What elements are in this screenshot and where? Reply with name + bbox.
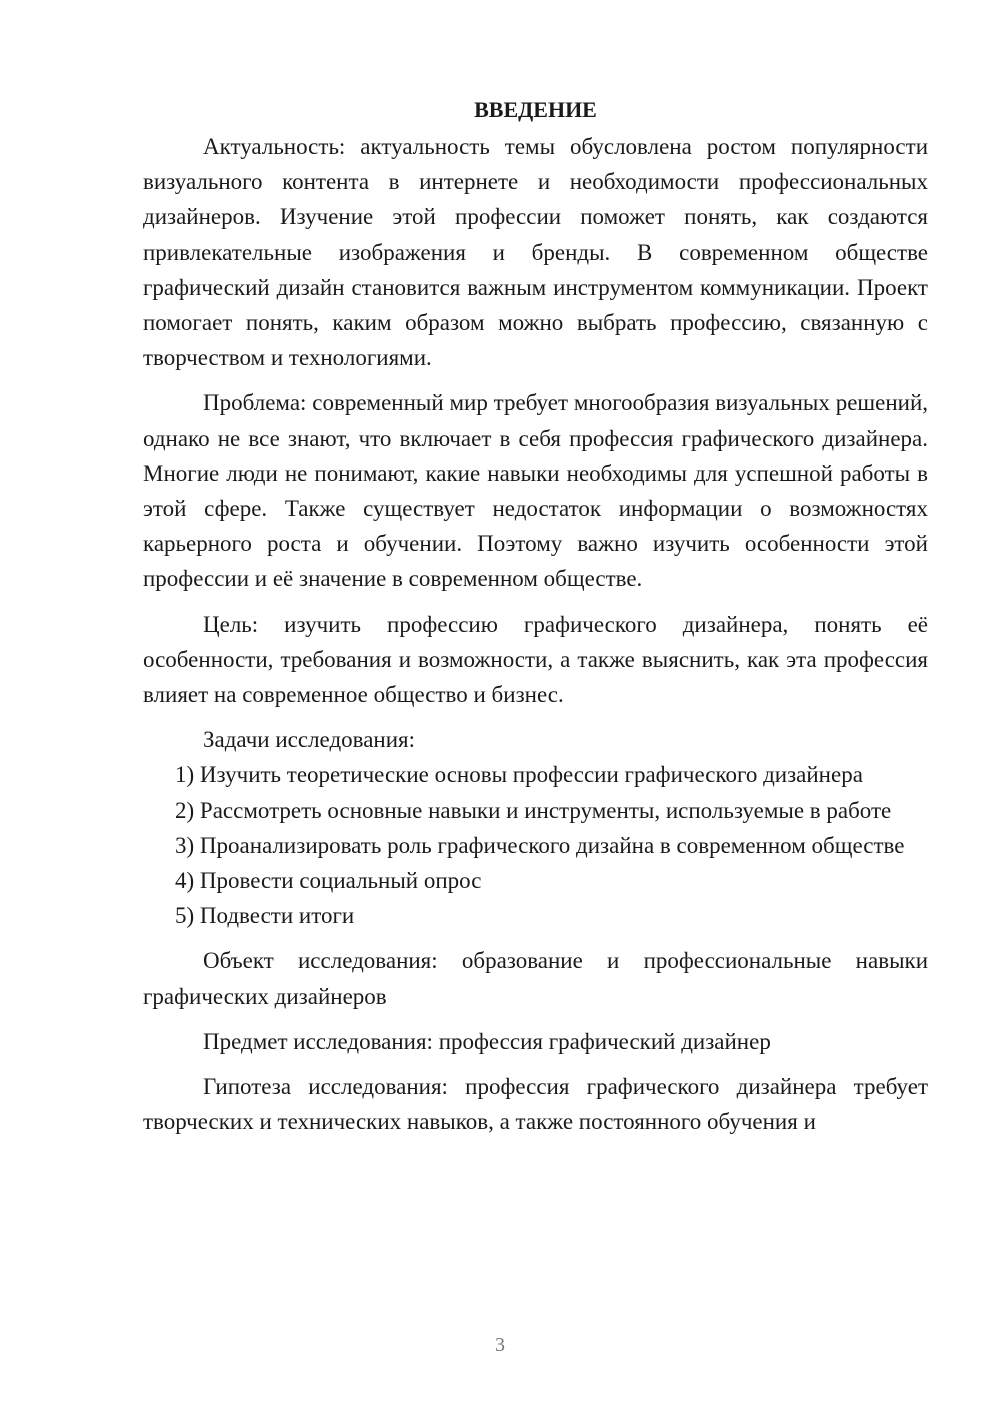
problem-paragraph: Проблема: современный мир требует многообразия визуальных решений, однако не все знают, что включает в себя профессия графического дизайнера. Многие люди не понимают, какие навыки необходимы для успешной работы в этой сфере. Также существует недостаток информации о возможностях карьерного роста и обучении. Поэтому важно изучить особенности этой профессии и её значение в современном обществе. [143, 390, 928, 592]
goal-paragraph: Цель: изучить профессию графического дизайнера, понять её особенности, требования и возможности, а также выяснить, как эта профессия влияет на современное общество и бизнес. [143, 611, 928, 708]
section-heading: ВВЕДЕНИЕ [474, 97, 597, 122]
page-content [143, 92, 928, 1139]
page-number: 3 [495, 1334, 505, 1356]
object-paragraph: Объект исследования: образование и профессиональные навыки графических дизайнеров [143, 948, 928, 1009]
task-item-5: 5) Подвести итоги [175, 903, 355, 929]
subject-paragraph: Предмет исследования: профессия графический дизайнер [203, 1028, 771, 1054]
relevance-paragraph: Актуальность: актуальность темы обусловлена ростом популярности визуального контента в интернете и необходимости профессиональных дизайнеров. Изучение этой профессии поможет понять, как создаются привлекательные изображения и бренды. В современном обществе графический дизайн становится важным инструментом коммуникации. Проект помогает понять, каким образом можно выбрать профессию, связанную с творчеством и технологиями. [143, 134, 928, 371]
hypothesis-paragraph: Гипотеза исследования: профессия графического дизайнера требует творческих и технических навыков, а также постоянного обучения и [143, 1074, 928, 1135]
tasks-title: Задачи исследования: [203, 727, 416, 753]
task-item-1: 1) Изучить теоретические основы профессии графического дизайнера [175, 762, 863, 788]
task-item-3: 3) Проанализировать роль графического дизайна в современном обществе [175, 832, 905, 858]
task-item-4: 4) Провести социальный опрос [175, 868, 482, 894]
task-item-2: 2) Рассмотреть основные навыки и инструменты, используемые в работе [175, 797, 892, 823]
